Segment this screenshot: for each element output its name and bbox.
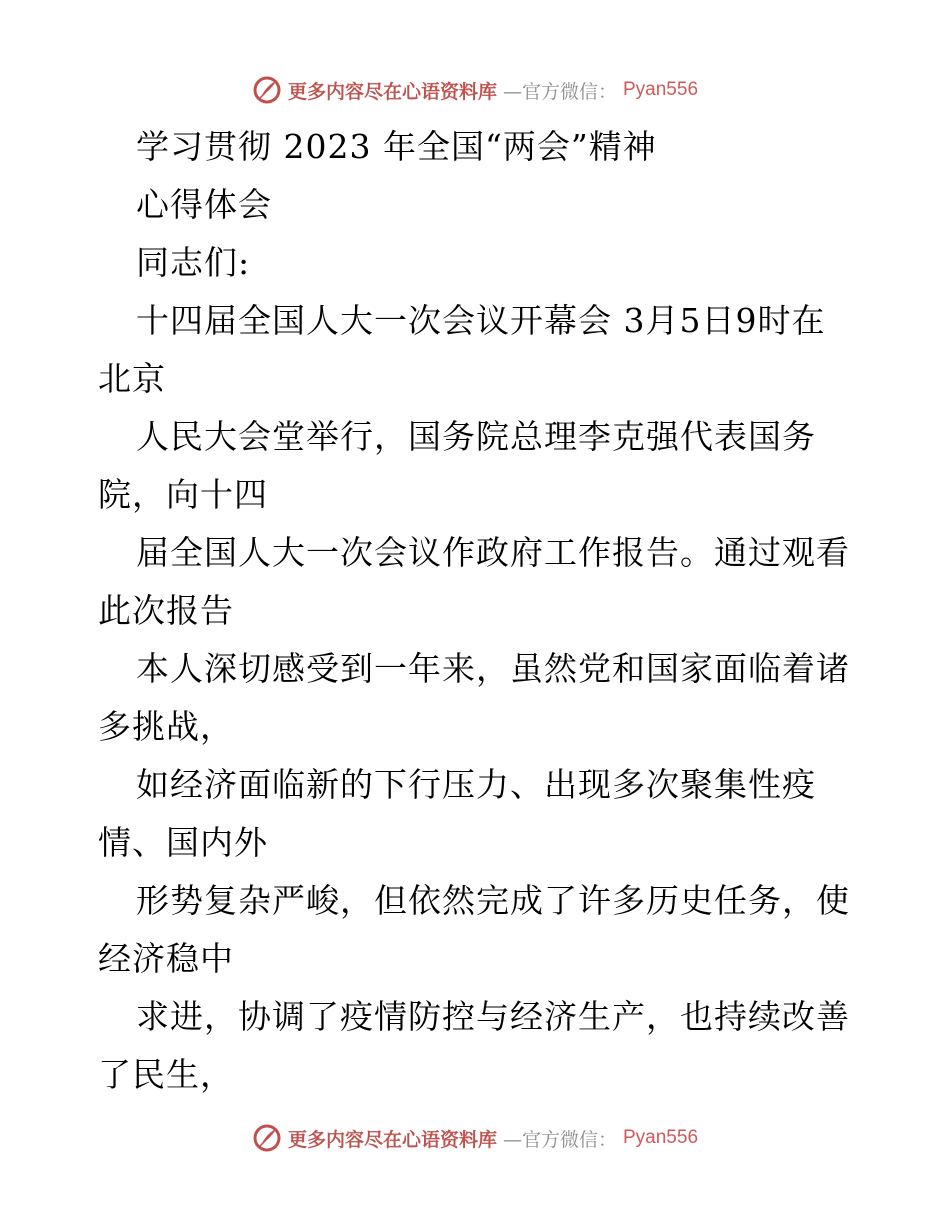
text-line: 人民大会堂举行，国务院总理李克强代表国务 xyxy=(136,417,816,456)
text-line: 北京 xyxy=(98,359,166,398)
banner-wechat-label: —官方微信： xyxy=(502,80,617,103)
banner-title: 更多内容尽在心语资料库 xyxy=(287,1128,497,1151)
text-line: 此次报告 xyxy=(98,591,234,630)
text-line: 多挑战， xyxy=(98,707,234,746)
text-line: 心得体会 xyxy=(136,185,272,224)
banner-wechat-id: Pyan556 xyxy=(623,79,699,100)
document-body xyxy=(98,118,858,1104)
text-line: 形势复杂严峻，但依然完成了许多历史任务，使 xyxy=(136,881,850,920)
banner-wechat-label: —官方微信： xyxy=(502,1128,617,1151)
footer-banner xyxy=(0,1118,950,1158)
banner-title: 更多内容尽在心语资料库 xyxy=(287,80,497,103)
text-line: 院，向十四 xyxy=(98,475,268,514)
feather-circle-icon xyxy=(252,1123,282,1153)
text-line: 求进，协调了疫情防控与经济生产，也持续改善 xyxy=(136,997,850,1036)
text-line: 十四届全国人大一次会议开幕会 3月5日9时在 xyxy=(136,301,826,340)
feather-circle-icon xyxy=(252,75,282,105)
text-line: 如经济面临新的下行压力、出现多次聚集性疫 xyxy=(136,765,816,804)
text-line: 本人深切感受到一年来，虽然党和国家面临着诸 xyxy=(136,649,850,688)
text-line: 经济稳中 xyxy=(98,939,234,978)
text-line: 情、国内外 xyxy=(98,823,268,862)
text-line: 了民生， xyxy=(98,1055,234,1094)
text-line: 学习贯彻 2023 年全国“两会”精神 xyxy=(136,127,657,166)
header-banner xyxy=(0,70,950,110)
text-line: 同志们: xyxy=(136,243,251,282)
text-line: 届全国人大一次会议作政府工作报告。通过观看 xyxy=(136,533,850,572)
banner-wechat-id: Pyan556 xyxy=(623,1127,699,1148)
